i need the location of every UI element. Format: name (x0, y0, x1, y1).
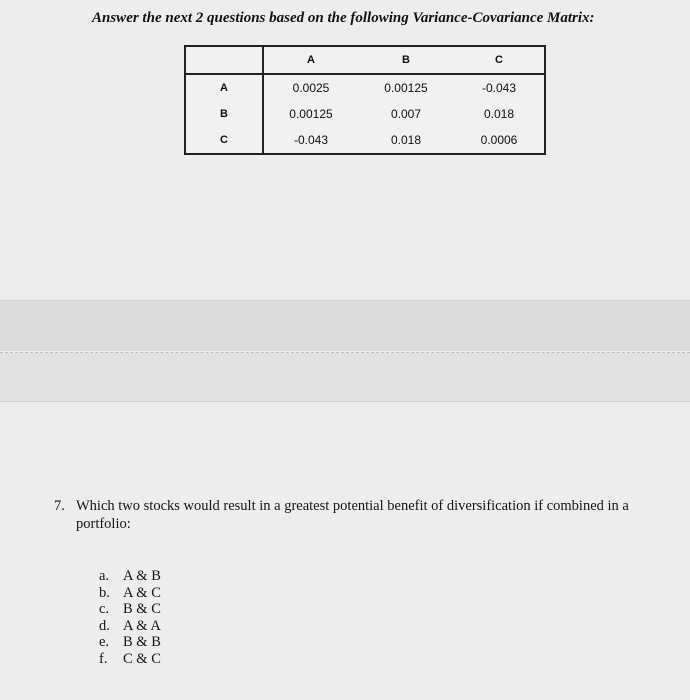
matrix-heading: Answer the next 2 questions based on the following Variance-Covariance Matrix: (92, 10, 595, 26)
option-letter: a. (99, 568, 110, 584)
answer-option[interactable] (99, 568, 161, 585)
matrix-row-header: B (185, 101, 263, 127)
matrix-cell: 0.0006 (480, 133, 518, 147)
matrix-row-header: A (185, 74, 263, 101)
matrix-cell: 0.018 (390, 133, 422, 147)
matrix-row (185, 127, 545, 154)
matrix-col-header: B (358, 46, 454, 74)
matrix-corner-cell (185, 46, 263, 74)
answer-options (99, 568, 161, 667)
matrix-cell: 0.007 (390, 107, 422, 121)
matrix-cell: -0.043 (293, 133, 329, 147)
matrix-cell: 0.00125 (384, 81, 428, 95)
option-text: A & A (123, 617, 161, 634)
option-letter: c. (99, 601, 110, 617)
option-text: B & C (123, 601, 161, 617)
variance-covariance-matrix (184, 45, 546, 155)
matrix-header-row (185, 46, 545, 74)
option-letter: b. (99, 584, 110, 601)
answer-option[interactable] (99, 634, 161, 651)
matrix-row (185, 101, 545, 127)
option-text: A & C (123, 584, 161, 601)
matrix-col-header: C (454, 46, 545, 74)
option-letter: d. (99, 617, 110, 634)
page-divider-band (0, 300, 690, 351)
matrix-row (185, 74, 545, 101)
matrix-cell: 0.018 (483, 107, 515, 121)
matrix-cell: 0.00125 (289, 107, 333, 121)
option-letter: e. (99, 634, 110, 650)
option-text: A & B (123, 568, 161, 584)
answer-option[interactable] (99, 601, 161, 618)
page-divider-band (0, 353, 690, 402)
option-text: B & B (123, 634, 161, 650)
matrix-col-header: A (263, 46, 358, 74)
answer-option[interactable] (99, 651, 161, 668)
answer-option[interactable] (99, 585, 161, 602)
matrix-cell: -0.043 (481, 81, 517, 95)
question-7 (54, 497, 674, 533)
answer-option[interactable] (99, 618, 161, 635)
option-letter: f. (99, 650, 108, 667)
question-number: 7. (54, 498, 65, 514)
matrix-cell: 0.0025 (292, 81, 330, 95)
option-text: C & C (123, 650, 161, 667)
question-text: Which two stocks would result in a greatest potential benefit of diversification if combined in a portfolio: (76, 498, 629, 532)
matrix-row-header: C (185, 127, 263, 154)
